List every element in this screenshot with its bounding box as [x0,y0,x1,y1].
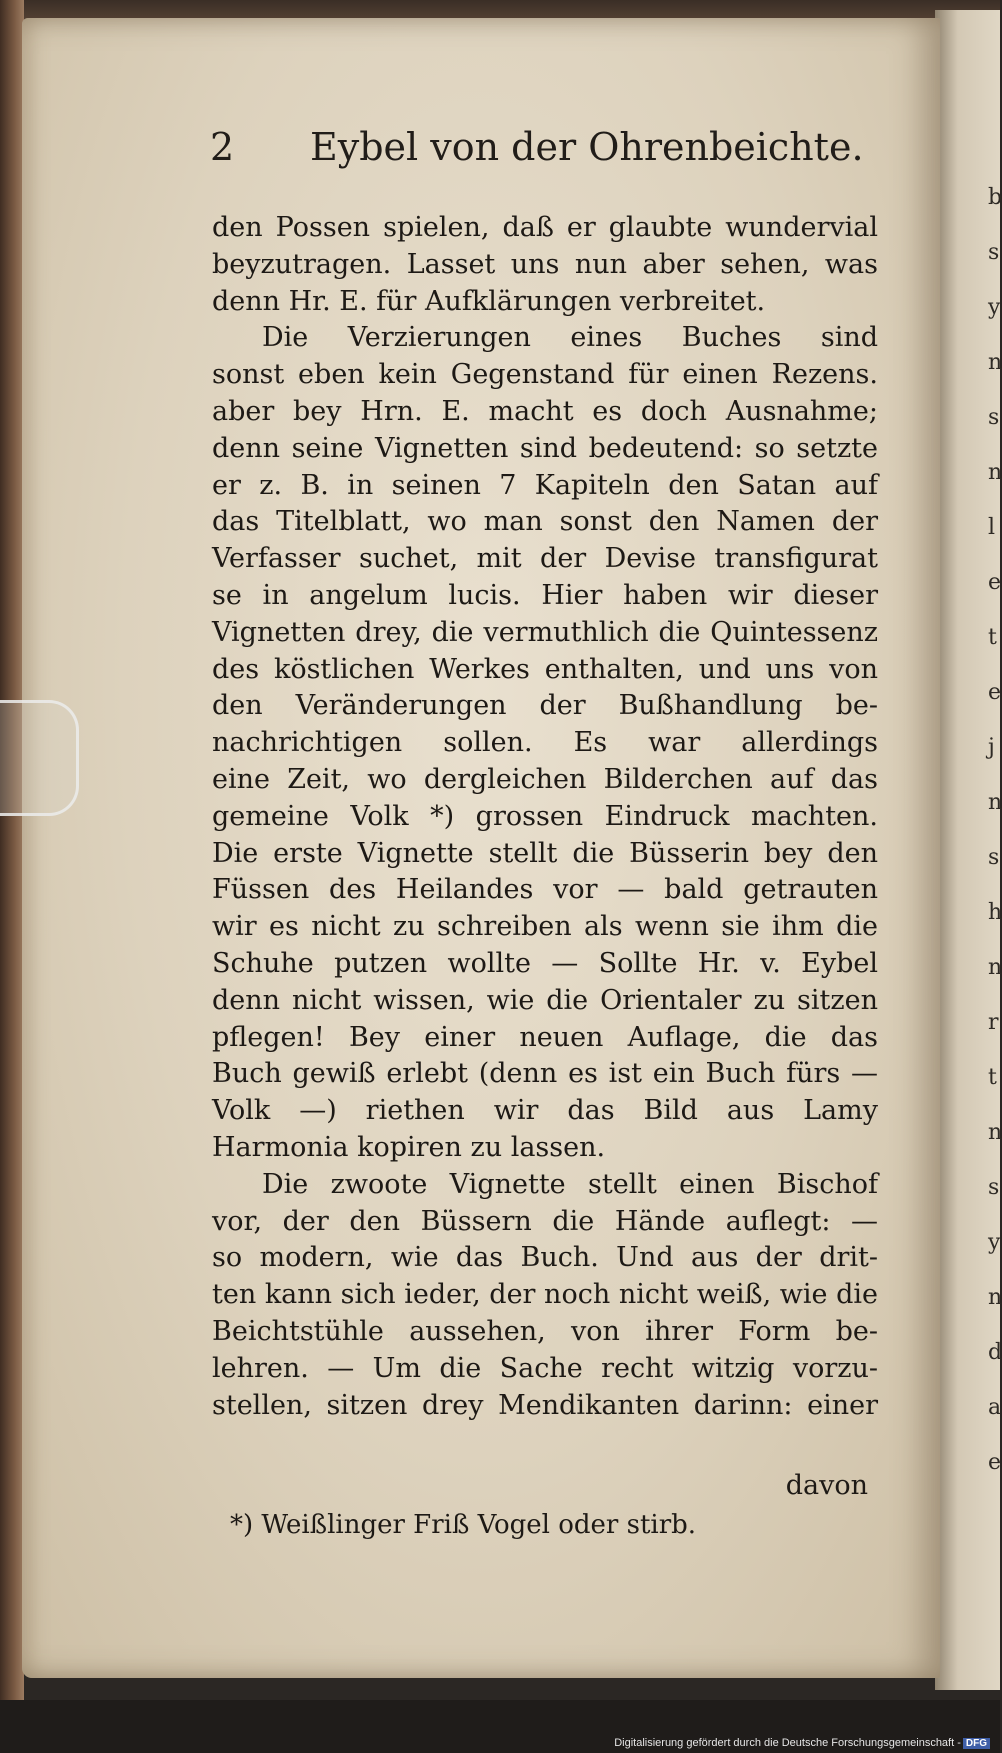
text-line: den Possen spielen, daß er glaubte wundervial [212,212,878,243]
facing-page-letter: e [988,1450,1002,1475]
facing-page-letter: r [988,1010,999,1035]
facing-page-letter: d [988,1340,1002,1365]
book-cover-left-edge [0,0,24,1700]
dfg-logo: DFG [963,1738,990,1749]
text-line: beyzutragen. Lasset uns nun aber sehen, was [212,248,878,280]
text-line: gemeine Volk *) grossen Eindruck machten. [212,800,878,832]
text-line: Schuhe putzen wollte — Sollte Hr. v. Eybel [212,947,878,979]
page-number: 2 [210,125,235,169]
facing-page-letter: t [988,1065,997,1090]
facing-page-letter: j [988,735,995,760]
text-line: Vignetten drey, die vermuthlich die Quintessenz [212,616,878,648]
facing-page-letter: y [988,1230,1001,1255]
text-line: Die erste Vignette stellt die Büsserin bey den [212,837,878,869]
text-line: des köstlichen Werkes enthalten, und uns von [212,653,878,685]
facing-page-letter: a [988,1395,1002,1420]
text-line: das Titelblatt, wo man sonst den Namen der [212,506,878,538]
text-line: denn seine Vignetten sind bedeutend: so setzte [212,432,878,464]
page-clip-holder [0,700,79,816]
text-line: Die zwoote Vignette stellt einen Bischof [262,1168,878,1200]
facing-page-letter: n [988,955,1002,980]
running-head [210,125,864,169]
text-line: Volk —) riethen wir das Bild aus Lamy [212,1095,878,1127]
page-title: Eybel von der Ohrenbeichte. [310,125,864,169]
body-text [212,210,878,1424]
facing-page-letter: n [988,1120,1002,1145]
text-line: ten kann sich ieder, der noch nicht weiß, wie die [212,1279,878,1311]
text-line: den Veränderungen der Bußhandlung be- [212,690,878,722]
facing-page-letter: e [988,570,1002,595]
facing-page-letter: s [988,240,1000,265]
text-line: eine Zeit, wo dergleichen Bilderchen auf das [212,763,878,795]
text-line: nachrichtigen sollen. Es war allerdings [212,727,878,759]
text-line: se in angelum lucis. Hier haben wir dieser [212,579,878,611]
text-line: Beichtstühle aussehen, von ihrer Form be- [212,1315,878,1347]
facing-page-letter: h [988,900,1002,925]
text-line: denn nicht wissen, wie die Orientaler zu sitzen [212,984,878,1016]
text-line: sonst eben kein Gegenstand für einen Rezens. [212,359,878,391]
catchword: davon [785,1470,868,1501]
text-line: Die Verzierungen eines Buches sind [262,322,878,354]
text-line: Harmonia kopiren zu lassen. [212,1131,606,1163]
text-line: Buch gewiß erlebt (denn es ist ein Buch fürs — [212,1058,878,1090]
facing-page-letter: s [988,405,1000,430]
text-line: lehren. — Um die Sache recht witzig vorzu- [212,1352,878,1384]
text-line: wir es nicht zu schreiben als wenn sie ihm die [212,911,878,943]
footnote: *) Weißlinger Friß Vogel oder stirb. [230,1510,697,1540]
facing-page-letter: n [988,790,1002,815]
facing-page-letter: s [988,1175,1000,1200]
text-line: stellen, sitzen drey Mendikanten darinn: einer [212,1389,878,1421]
facing-page-letter: l [988,515,996,540]
facing-page-letter: y [988,295,1001,320]
scan-bottom-bar [0,1700,1000,1753]
text-line: aber bey Hrn. E. macht es doch Ausnahme; [212,395,878,427]
scan-credit-text: Digitalisierung gefördert durch die Deutsche Forschungsgemeinschaft - [614,1737,961,1749]
text-line: denn Hr. E. für Aufklärungen verbreitet. [212,285,766,317]
facing-page-letter: e [988,680,1002,705]
text-line: Füssen des Heilandes vor — bald getrauten [212,874,878,906]
facing-page-letter: n [988,1285,1002,1310]
text-line: so modern, wie das Buch. Und aus der drit- [212,1242,878,1274]
text-line: pflegen! Bey einer neuen Auflage, die das [212,1021,878,1053]
text-line: Verfasser suchet, mit der Devise transfigurat [212,543,878,575]
scan-credit [614,1737,990,1749]
facing-page-letter: b [988,185,1002,210]
text-line: vor, der den Büssern die Hände auflegt: — [212,1205,878,1237]
facing-page-letter: n [988,460,1002,485]
facing-page-letter: t [988,625,997,650]
facing-page-letter: n [988,350,1002,375]
text-line: er z. B. in seinen 7 Kapiteln den Satan auf [212,469,878,501]
facing-page-letter: s [988,845,1000,870]
